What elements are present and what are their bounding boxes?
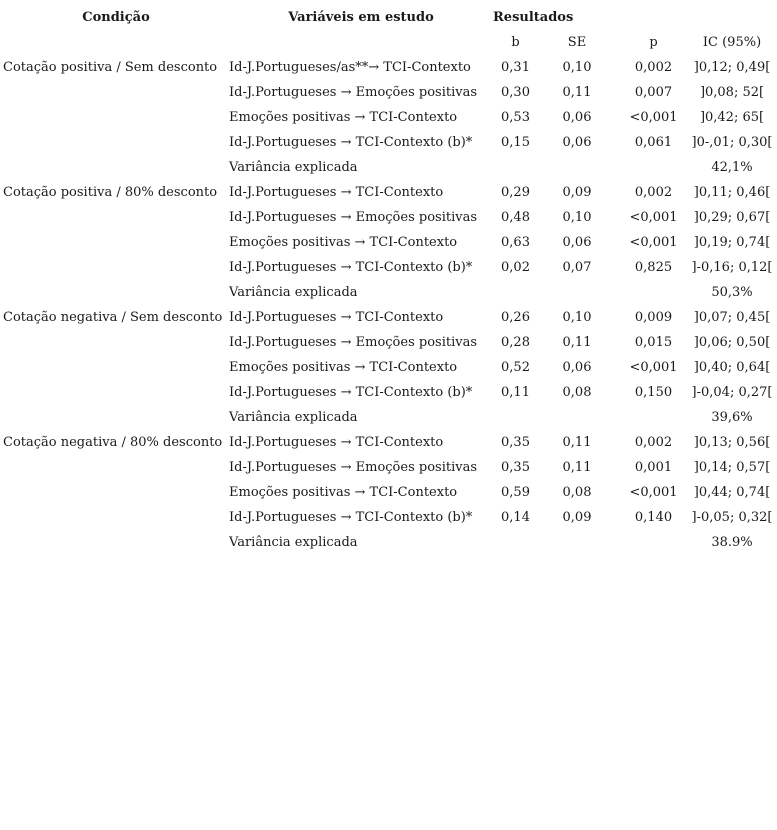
variable-path: Id-J.Portugueses → TCI-Contexto (b)* [229,385,473,400]
table-row [3,355,773,380]
value-se: 0,11 [562,85,592,100]
value-empty [616,280,691,305]
value-se: 0,06 [562,110,592,125]
value-empty [538,280,616,305]
subheader-row [3,30,773,55]
value-se: 0,08 [562,385,592,400]
value-p: 0,009 [634,310,673,325]
subheader-empty [3,30,229,55]
value-p: 0,015 [634,335,673,350]
condition-empty [3,455,229,480]
subheader-ic: IC (95%) [702,35,762,50]
header-condicao: Condição [82,10,150,25]
value-ic: ]-0,16; 0,12[ [691,260,773,275]
value-ic: ]0,11; 0,46[ [693,185,771,200]
table-row [3,380,773,405]
explained-variance-label: Variância explicada [229,285,358,300]
table-row [3,330,773,355]
variable-path: Id-J.Portugueses/as**→ TCI-Contexto [229,60,471,75]
table-row [3,205,773,230]
value-se: 0,06 [562,235,592,250]
value-p: <0,001 [629,360,678,375]
value-b: 0,28 [501,335,530,350]
table-row [3,255,773,280]
value-b: 0,48 [501,210,530,225]
explained-variance-row [3,155,773,180]
condition-empty [3,255,229,280]
variable-path: Id-J.Portugueses → TCI-Contexto (b)* [229,135,473,150]
variable-path: Id-J.Portugueses → TCI-Contexto [229,310,444,325]
variable-path: Id-J.Portugueses → Emoções positivas [229,335,477,350]
value-p: 0,150 [634,385,673,400]
value-ic: ]-0,05; 0,32[ [691,510,773,525]
subheader-p: p [649,35,658,50]
table-row [3,305,773,330]
value-se: 0,11 [562,435,592,450]
condition-empty [3,480,229,505]
condition-empty [3,380,229,405]
condition-empty [3,130,229,155]
table-body [3,55,773,555]
variable-path: Id-J.Portugueses → Emoções positivas [229,460,477,475]
value-b: 0,53 [501,110,530,125]
subheader-se: SE [567,35,587,50]
value-p: 0,001 [634,460,673,475]
value-b: 0,14 [501,510,530,525]
explained-variance-value: 50,3% [711,285,753,300]
variable-path: Emoções positivas → TCI-Contexto [229,485,458,500]
table-row [3,180,773,205]
table-row [3,105,773,130]
value-p: <0,001 [629,210,678,225]
value-ic: ]0,40; 0,64[ [693,360,771,375]
value-p: 0,002 [634,60,673,75]
explained-variance-label: Variância explicada [229,410,358,425]
value-se: 0,11 [562,335,592,350]
value-p: <0,001 [629,235,678,250]
value-se: 0,06 [562,135,592,150]
value-se: 0,07 [562,260,592,275]
variable-path: Id-J.Portugueses → Emoções positivas [229,85,477,100]
value-ic: ]0,29; 0,67[ [693,210,771,225]
explained-variance-row [3,530,773,555]
variable-path: Emoções positivas → TCI-Contexto [229,110,458,125]
value-b: 0,31 [501,60,530,75]
value-p: 0,140 [634,510,673,525]
value-ic: ]0,12; 0,49[ [693,60,771,75]
explained-variance-value: 39,6% [711,410,753,425]
condition-empty [3,505,229,530]
header-resultados: Resultados [493,10,574,25]
value-empty [538,530,616,555]
table-row [3,455,773,480]
value-empty [616,530,691,555]
value-p: <0,001 [629,110,678,125]
value-b: 0,52 [501,360,530,375]
table-row [3,230,773,255]
value-empty [538,155,616,180]
explained-variance-value: 38.9% [711,535,753,550]
value-ic: ]0,44; 0,74[ [693,485,771,500]
table-row [3,55,773,80]
value-ic: ]0,14; 0,57[ [693,460,771,475]
explained-variance-row [3,405,773,430]
value-b: 0,35 [501,460,530,475]
table-row [3,130,773,155]
value-p: 0,002 [634,435,673,450]
value-empty [493,530,538,555]
value-ic: ]0,07; 0,45[ [693,310,771,325]
value-empty [616,155,691,180]
explained-variance-label: Variância explicada [229,535,358,550]
condition-label: Cotação positiva / 80% desconto [3,185,218,200]
value-empty [493,155,538,180]
value-se: 0,10 [562,210,592,225]
table-row [3,80,773,105]
condition-empty [3,105,229,130]
condition-empty [3,205,229,230]
value-empty [493,405,538,430]
variable-path: Id-J.Portugueses → Emoções positivas [229,210,477,225]
value-ic: ]-0,04; 0,27[ [691,385,773,400]
value-ic: ]0,06; 0,50[ [693,335,771,350]
value-se: 0,10 [562,310,592,325]
explained-variance-label: Variância explicada [229,160,358,175]
value-se: 0,06 [562,360,592,375]
condition-label: Cotação positiva / Sem desconto [3,60,218,75]
variable-path: Id-J.Portugueses → TCI-Contexto [229,185,444,200]
value-se: 0,09 [562,185,592,200]
value-p: 0,007 [634,85,673,100]
value-b: 0,11 [501,385,530,400]
table-row [3,480,773,505]
table-row [3,505,773,530]
table-header [3,5,773,55]
header-variaveis: Variáveis em estudo [288,10,434,25]
value-ic: ]0,13; 0,56[ [693,435,771,450]
value-se: 0,09 [562,510,592,525]
condition-empty [3,80,229,105]
value-ic: ]0,42; 65[ [699,110,765,125]
value-se: 0,11 [562,460,592,475]
value-ic: ]0,08; 52[ [699,85,765,100]
value-empty [616,405,691,430]
results-table [3,5,773,555]
condition-empty [3,280,229,305]
condition-empty [3,355,229,380]
explained-variance-row [3,280,773,305]
value-b: 0,59 [501,485,530,500]
variable-path: Emoções positivas → TCI-Contexto [229,235,458,250]
value-p: 0,825 [634,260,673,275]
value-ic: ]0,19; 0,74[ [693,235,771,250]
value-se: 0,08 [562,485,592,500]
value-b: 0,15 [501,135,530,150]
explained-variance-value: 42,1% [711,160,753,175]
value-b: 0,30 [501,85,530,100]
variable-path: Id-J.Portugueses → TCI-Contexto [229,435,444,450]
header-row [3,5,773,30]
value-p: 0,061 [634,135,673,150]
condition-empty [3,405,229,430]
condition-empty [3,330,229,355]
value-p: 0,002 [634,185,673,200]
variable-path: Emoções positivas → TCI-Contexto [229,360,458,375]
condition-label: Cotação negativa / Sem desconto [3,310,223,325]
value-empty [493,280,538,305]
subheader-empty [229,30,493,55]
value-p: <0,001 [629,485,678,500]
value-se: 0,10 [562,60,592,75]
value-ic: ]0-,01; 0,30[ [691,135,773,150]
variable-path: Id-J.Portugueses → TCI-Contexto (b)* [229,260,473,275]
table-row [3,430,773,455]
subheader-b: b [511,35,520,50]
condition-empty [3,155,229,180]
condition-label: Cotação negativa / 80% desconto [3,435,223,450]
condition-empty [3,230,229,255]
value-b: 0,35 [501,435,530,450]
value-b: 0,63 [501,235,530,250]
condition-empty [3,530,229,555]
value-b: 0,29 [501,185,530,200]
variable-path: Id-J.Portugueses → TCI-Contexto (b)* [229,510,473,525]
value-b: 0,26 [501,310,530,325]
value-b: 0,02 [501,260,530,275]
value-empty [538,405,616,430]
